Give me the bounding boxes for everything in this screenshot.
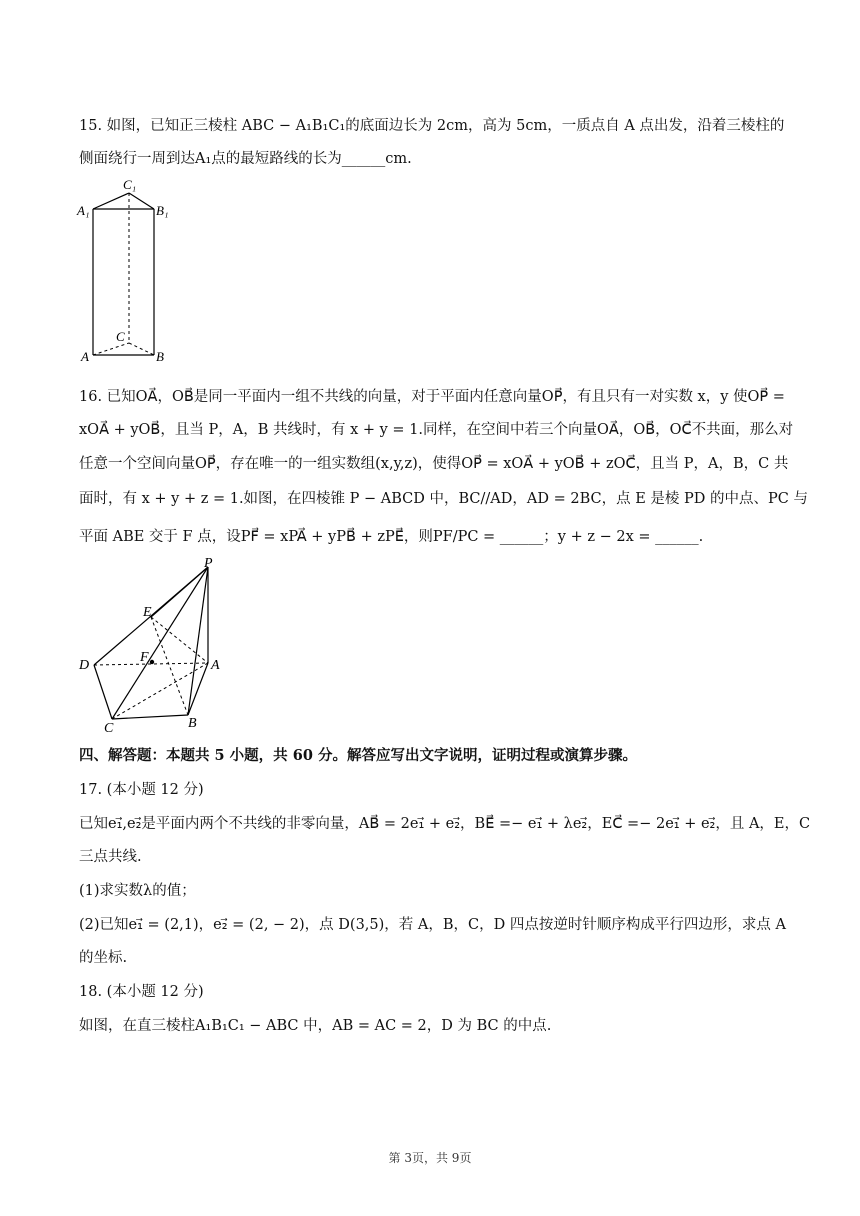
q17-line1: 已知e₁⃗,e₂⃗是平面内两个不共线的非零向量，AB⃗ = 2e₁⃗ + e₂⃗，BE⃗ =− e₁⃗ + λe₂⃗，EC⃗ =− 2e₁⃗ + e₂⃗，且 A，E，C — [79, 816, 811, 832]
q15-line2: 侧面绕行一周到达A₁点的最短路线的长为______cm. — [79, 151, 412, 167]
label-C: C — [104, 721, 114, 735]
label-B1: B₁ — [156, 203, 169, 218]
q16-line5: 平面 ABE 交于 F 点，设PF⃗ = xPA⃗ + yPB⃗ + zPE⃗，则PF/PC = ______；y + z − 2x = ______. — [79, 529, 704, 545]
label-B: B — [156, 349, 164, 364]
q16-pyramid-figure — [76, 555, 236, 735]
q16-line1: 16. 已知OA⃗，OB⃗是同一平面内一组不共线的向量，对于平面内任意向量OP⃗，有且只有一对实数 x，y 使OP⃗ = — [79, 389, 785, 405]
q15-prism-figure — [76, 175, 176, 370]
q17-header: 17. (本小题 12 分) — [79, 782, 204, 798]
q18-header: 18. (本小题 12 分) — [79, 984, 204, 1000]
q18-line1: 如图，在直三棱柱A₁B₁C₁ − ABC 中，AB = AC = 2，D 为 BC 的中点. — [79, 1018, 552, 1034]
pyramid-diagram — [76, 555, 236, 735]
label-F: F — [140, 650, 149, 665]
label-B: B — [188, 716, 197, 731]
section4-heading: 四、解答题：本题共 5 小题，共 60 分。解答应写出文字说明，证明过程或演算步骤。 — [79, 747, 637, 764]
q17-part1: (1)求实数λ的值； — [79, 883, 196, 899]
q17-part2-line2: 的坐标. — [79, 950, 128, 966]
label-E: E — [143, 605, 152, 620]
label-A1: A₁ — [77, 203, 90, 218]
q15-line1: 15. 如图，已知正三棱柱 ABC − A₁B₁C₁的底面边长为 2cm，高为 5cm，一质点自 A 点出发，沿着三棱柱的 — [79, 118, 785, 134]
q17-line2: 三点共线. — [79, 849, 142, 865]
label-A: A — [81, 349, 89, 364]
q16-line3: 任意一个空间向量OP⃗，存在唯一的一组实数组(x,y,z)，使得OP⃗ = xOA⃗ + yOB⃗ + zOC⃗，且当 P，A，B，C 共 — [79, 456, 789, 472]
label-C: C — [116, 329, 125, 344]
q17-part2-line1: (2)已知e₁⃗ = (2,1)，e₂⃗ = (2, − 2)，点 D(3,5)，若 A，B，C，D 四点按逆时针顺序构成平行四边形，求点 A — [79, 917, 786, 933]
label-C1: C₁ — [123, 177, 137, 192]
page-footer: 第 3页，共 9页 — [388, 1151, 472, 1165]
label-A: A — [211, 658, 220, 673]
q16-line4: 面时，有 x + y + z = 1.如图，在四棱锥 P − ABCD 中，BC//AD，AD = 2BC，点 E 是棱 PD 的中点、PC 与 — [79, 491, 808, 507]
label-D: D — [79, 658, 90, 673]
q16-line2: xOA⃗ + yOB⃗，且当 P，A，B 共线时，有 x + y = 1.同样，在空间中若三个向量OA⃗，OB⃗，OC⃗不共面，那么对 — [79, 422, 794, 438]
prism-diagram — [76, 175, 176, 370]
label-P: P — [204, 556, 213, 571]
